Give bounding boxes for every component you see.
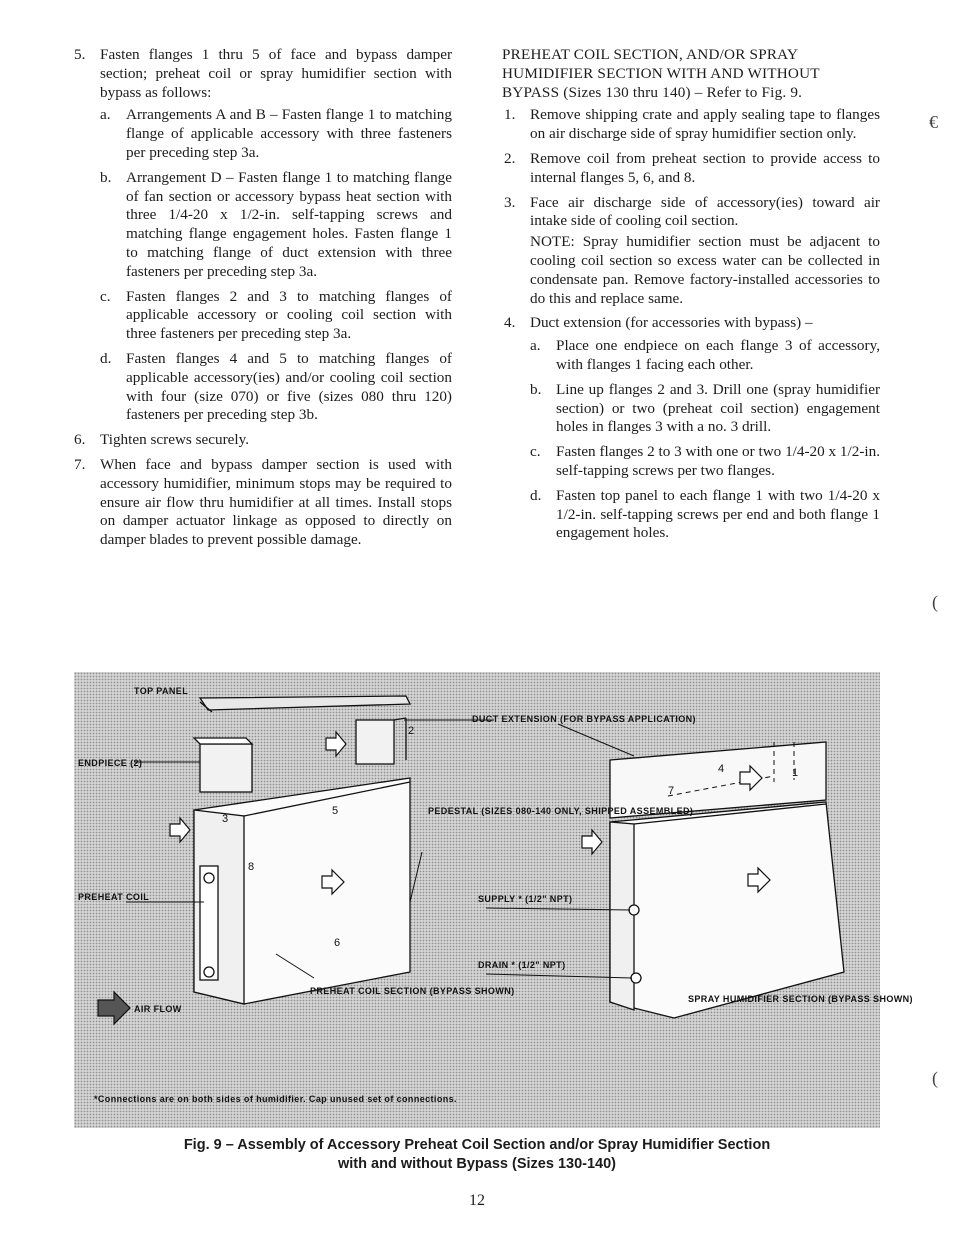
step-7	[72, 456, 452, 550]
substep-letter: d.	[100, 349, 112, 367]
flange-number: 5	[332, 805, 339, 817]
step-1	[502, 106, 880, 144]
step-number: 2.	[504, 149, 516, 167]
substep-5a	[100, 106, 452, 162]
preheat-coil-label: PREHEAT COIL	[78, 892, 150, 902]
step-text: When face and bypass damper section is used with accessory humidifier, minimum stops may be required to ensure air flow thru humidifier at all times. Install stops on damper actuator linkage as opposed to directly on damper blades to prevent possible damage.	[100, 455, 452, 549]
step-text: Tighten screws securely.	[100, 431, 250, 449]
page-number: 12	[469, 1192, 485, 1209]
top-panel	[200, 696, 410, 710]
top-panel-label: TOP PANEL	[134, 686, 189, 696]
substep-4a	[530, 337, 880, 375]
substep-list	[100, 106, 452, 425]
step-number: 7.	[74, 455, 86, 473]
supply-label: SUPPLY * (1/2" NPT)	[478, 894, 573, 904]
assembly-diagram	[74, 672, 913, 1128]
substep-4b	[530, 381, 880, 437]
step-5	[72, 46, 452, 425]
substep-letter: d.	[530, 486, 542, 504]
substep-list	[530, 337, 880, 543]
flange-number: 1	[792, 767, 799, 779]
substep-4c	[530, 443, 880, 481]
flange-number: 4	[718, 763, 725, 775]
note-text: NOTE: Spray humidifier section must be adjacent to cooling coil section so excess water can be collected in condensate pan. Remove factory-installed accessories to do this and replace same.	[530, 233, 880, 307]
substep-letter: a.	[530, 337, 541, 355]
substep-text: Line up flanges 2 and 3. Drill one (spray humidifier section) or two (preheat coil section) engagement holes in flanges 3 with a no. 3 drill.	[556, 380, 880, 436]
caption-line-2: with and without Bypass (Sizes 130-140)	[338, 1156, 616, 1172]
substep-5c	[100, 288, 452, 344]
flange-number: 7	[668, 785, 675, 797]
step-text: Remove shipping crate and apply sealing tape to flanges on air discharge side of spray humidifier section only.	[530, 106, 880, 143]
step-text: Remove coil from preheat section to provide access to internal flanges 5, 6, and 8.	[530, 149, 880, 186]
substep-text: Fasten flanges 2 and 3 to matching flanges of applicable accessory or cooling coil section with three fasteners per preceding step 3a.	[126, 287, 452, 343]
step-4	[502, 314, 880, 543]
endpiece-right	[356, 720, 394, 764]
substep-text: Fasten top panel to each flange 1 with two 1/4-20 x 1/2-in. self-tapping screws per end and both flange 1 engagement holes.	[556, 486, 880, 542]
endpiece-left	[200, 744, 252, 792]
step-number: 4.	[504, 314, 516, 332]
step-text: Duct extension (for accessories with bypass) –	[530, 314, 813, 332]
flange-number: 3	[222, 813, 229, 825]
substep-letter: c.	[530, 443, 541, 461]
substep-text: Fasten flanges 2 to 3 with one or two 1/4-20 x 1/2-in. self-tapping screws per two flanges.	[556, 443, 880, 479]
step-text: Fasten flanges 1 thru 5 of face and bypass damper section; preheat coil or spray humidifier section with bypass as follows:	[100, 46, 452, 101]
left-column	[72, 46, 452, 556]
air-flow-arrow-right	[582, 830, 602, 854]
right-column	[502, 46, 880, 549]
air-flow-label: AIR FLOW	[134, 1004, 182, 1014]
flange-number: 8	[248, 861, 255, 873]
margin-mark: (	[932, 1068, 938, 1088]
substep-text: Fasten flanges 4 and 5 to matching flanges of applicable accessory(ies) and/or cooling coil section with four (size 070) or five (sizes 080 thru 120) fasteners per preceding step 3b.	[126, 349, 452, 424]
pedestal-label: PEDESTAL (SIZES 080-140 ONLY, SHIPPED ASSEMBLED)	[428, 806, 694, 816]
figure-caption	[74, 1136, 880, 1174]
step-2	[502, 150, 880, 188]
coil-connection-top	[204, 873, 214, 883]
substep-letter: c.	[100, 287, 111, 305]
substep-5d	[100, 350, 452, 425]
substep-letter: b.	[530, 380, 542, 398]
drain-connection	[631, 973, 641, 983]
endpiece-label: ENDPIECE (2)	[78, 758, 143, 768]
flange-number: 2	[408, 725, 415, 737]
margin-mark: (	[932, 592, 938, 612]
preheat-coil-section-label: PREHEAT COIL SECTION (BYPASS SHOWN)	[310, 986, 515, 996]
step-number: 5.	[74, 46, 86, 63]
step-6	[72, 431, 452, 450]
substep-4d	[530, 487, 880, 543]
substep-text: Place one endpiece on each flange 3 of accessory, with flanges 1 facing each other.	[556, 337, 880, 373]
flange-number: 6	[334, 937, 341, 949]
air-flow-arrow-mid	[326, 732, 346, 756]
margin-mark: €	[929, 112, 938, 132]
caption-line-1: Fig. 9 – Assembly of Accessory Preheat Coil Section and/or Spray Humidifier Section	[183, 1137, 771, 1153]
substep-text: Arrangement D – Fasten flange 1 to matching flange of fan section or accessory bypass heat section with three 1/4-20 x 1/2-in. self-tapping screws and matching flange engagement holes. Fasten flange 1 to matching flange of duct extension with three fasteners per preceding step 3a.	[126, 168, 452, 280]
assembly-figure	[74, 672, 913, 1128]
footnote: *Connections are on both sides of humidifier. Cap unused set of connections.	[94, 1094, 457, 1104]
drain-label: DRAIN * (1/2" NPT)	[478, 960, 566, 970]
spray-humidifier-section-label: SPRAY HUMIDIFIER SECTION (BYPASS SHOWN)	[688, 994, 913, 1004]
substep-5b	[100, 169, 452, 282]
section-heading: PREHEAT COIL SECTION, AND/OR SPRAY HUMIDIFIER SECTION WITH AND WITHOUT BYPASS (Sizes 130 thru 140) – Refer to Fig. 9.	[502, 46, 820, 101]
substep-text: Arrangements A and B – Fasten flange 1 to matching flange of applicable accessory with three fasteners per preceding step 3a.	[126, 106, 452, 161]
duct-extension-label: DUCT EXTENSION (FOR BYPASS APPLICATION)	[472, 714, 696, 724]
air-flow-arrow-bottom	[98, 992, 130, 1024]
air-flow-arrow-left	[170, 818, 190, 842]
step-3	[502, 194, 880, 309]
supply-connection	[629, 905, 639, 915]
spray-humidifier-section	[610, 802, 844, 1018]
step-text: Face air discharge side of accessory(ies) toward air intake side of cooling coil section.	[530, 193, 880, 230]
substep-letter: a.	[100, 106, 111, 124]
step-number: 6.	[74, 431, 86, 449]
step-number: 3.	[504, 193, 516, 211]
substep-letter: b.	[100, 168, 112, 186]
step-number: 1.	[504, 106, 516, 124]
coil-connection-bottom	[204, 967, 214, 977]
